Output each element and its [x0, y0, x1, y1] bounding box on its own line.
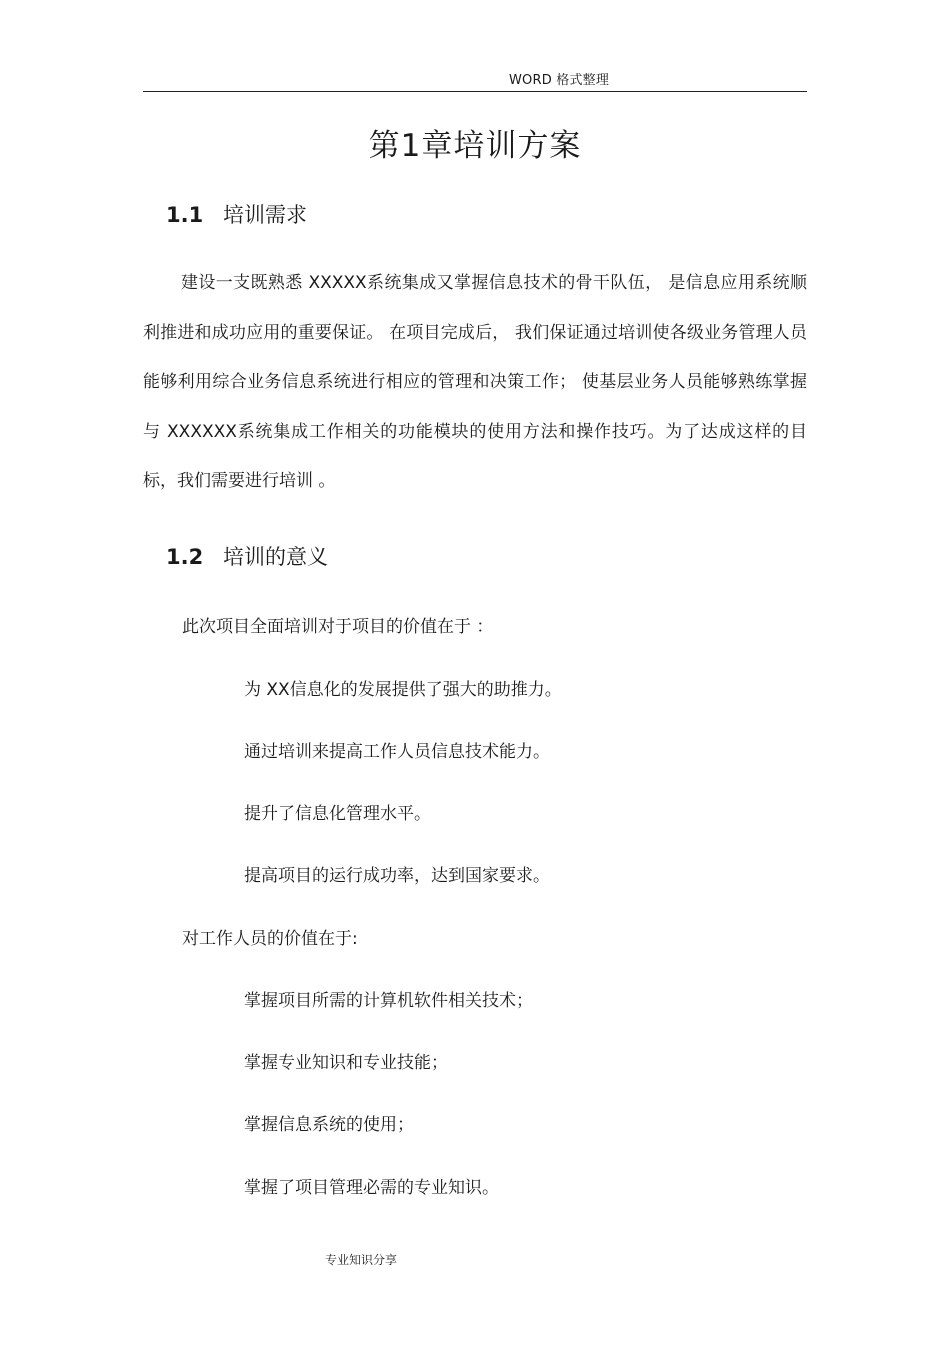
project-value-intro: 此次项目全面培训对于项目的价值在于 ：	[182, 617, 494, 637]
list-item: 提高项目的运行成功率，达到国家要求。	[244, 866, 550, 886]
list-item: 掌握信息系统的使用；	[244, 1115, 414, 1135]
section-heading-1-2	[166, 541, 328, 571]
list-item: 为 XX信息化的发展提供了强大的助推力。	[244, 680, 562, 700]
section-number: 1.1	[166, 203, 204, 227]
chapter-title: 第1章培训方案	[368, 128, 582, 164]
header-text: WORD 格式整理	[509, 73, 610, 88]
training-needs-paragraph: 建设一支既熟悉 XXXXX系统集成又掌握信息技术的骨干队伍， 是信息应用系统顺利推进和成功应用的重要保证。 在项目完成后， 我们保证通过培训使各级业务管理人员能够利用综合业务信息系统进行相应的管理和决策工作； 使基层业务人员能够熟练掌握与 XXXXXX系统集成工作相关的功能模块的使用方法和操作技巧。为了达成这样的目标，我们需要进行培训 。	[143, 273, 807, 491]
list-item: 通过培训来提高工作人员信息技术能力。	[244, 742, 550, 762]
header-rule	[143, 91, 807, 92]
list-item: 掌握项目所需的计算机软件相关技术；	[244, 991, 533, 1011]
list-item: 提升了信息化管理水平。	[244, 804, 431, 824]
list-item: 掌握专业知识和专业技能；	[244, 1053, 448, 1073]
section-title: 培训的意义	[223, 545, 328, 569]
section-number: 1.2	[166, 545, 204, 569]
list-item: 掌握了项目管理必需的专业知识。	[244, 1178, 499, 1198]
page-footer: 专业知识分享	[325, 1253, 398, 1267]
section-title: 培训需求	[223, 203, 307, 227]
staff-value-intro: 对工作人员的价值在于:	[182, 929, 358, 949]
section-heading-1-1	[166, 199, 307, 229]
